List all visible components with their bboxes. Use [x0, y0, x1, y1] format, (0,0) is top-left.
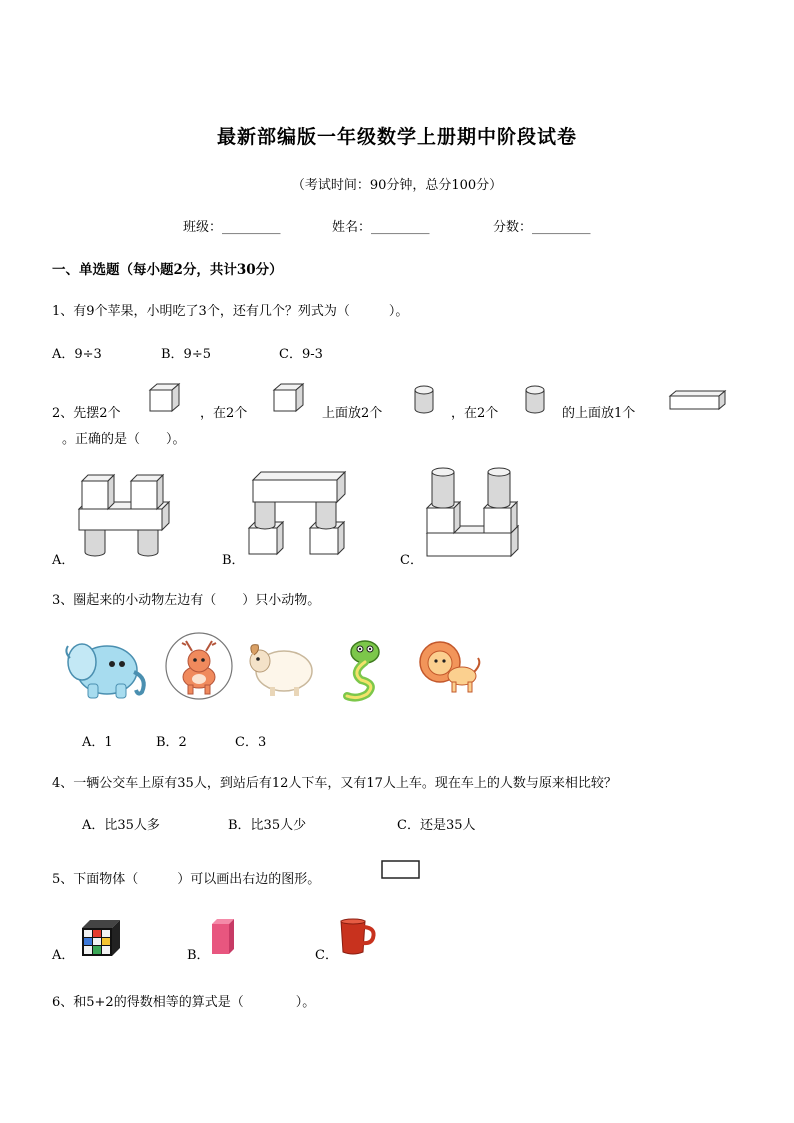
q3-option-c: C．3: [235, 735, 267, 750]
exam-subtitle: （考试时间：90分钟，总分100分）: [291, 178, 503, 193]
question-2-part5: 的上面放1个: [562, 406, 636, 421]
name-field: 姓名：_________: [332, 220, 430, 235]
class-field: 班级：_________: [183, 220, 281, 235]
question-6: 6、和5+2的得数相等的算式是（ ）。: [52, 995, 316, 1010]
question-2-part6: 。正确的是（ ）。: [62, 432, 186, 447]
q5-option-b: B．: [187, 948, 210, 963]
q3-option-b: B．2: [156, 735, 187, 750]
cuboid-block-icon: [210, 918, 236, 956]
cuboid-icon: [668, 390, 728, 412]
question-2-part1: 2、先摆2个: [52, 406, 121, 421]
cylinder-icon: [413, 385, 435, 415]
q2-figure-a: [76, 472, 172, 562]
elephant-icon: [62, 632, 150, 702]
deer-icon: [164, 631, 234, 701]
question-2-part3: 上面放2个: [322, 406, 383, 421]
q2-option-a: A．: [52, 553, 75, 568]
q1-option-b: B．9÷5: [161, 347, 211, 362]
mug-icon: [338, 918, 378, 958]
q4-option-b: B．比35人少: [228, 818, 307, 833]
rubiks-cube-icon: [80, 918, 122, 958]
section-heading: 一、单选题（每小题2分，共计30分）: [52, 262, 283, 278]
q5-option-c: C．: [315, 948, 338, 963]
cylinder-icon: [524, 385, 546, 415]
page-title: 最新部编版一年级数学上册期中阶段试卷: [216, 126, 577, 148]
q2-option-b: B．: [222, 553, 245, 568]
cube-icon: [148, 382, 182, 414]
q4-option-a: A．比35人多: [82, 818, 160, 833]
cube-icon: [272, 382, 306, 414]
question-4: 4、一辆公交车上原有35人，到站后有12人下车，又有17人上车。现在车上的人数与原来相比较？: [52, 776, 617, 791]
q1-option-a: A．9÷3: [52, 347, 102, 362]
q2-figure-c: [425, 464, 521, 558]
q2-option-c: C．: [400, 553, 423, 568]
q2-figure-b: [247, 468, 347, 560]
score-field: 分数：_________: [493, 220, 591, 235]
lion-icon: [416, 638, 482, 696]
question-2-part4: ，在2个: [451, 406, 499, 421]
rectangle-shape: [381, 860, 421, 880]
question-2-part2: ，在2个: [200, 406, 248, 421]
q5-option-a: A．: [52, 948, 75, 963]
q3-option-a: A．1: [82, 735, 113, 750]
question-1: 1、有9个苹果，小明吃了3个，还有几个？列式为（ ）。: [52, 304, 409, 319]
question-5: 5、下面物体（ ）可以画出右边的图形。: [52, 872, 321, 887]
q1-option-c: C．9-3: [279, 347, 323, 362]
question-3: 3、圈起来的小动物左边有（ ）只小动物。: [52, 593, 321, 608]
q4-option-c: C．还是35人: [397, 818, 476, 833]
snake-icon: [337, 636, 391, 702]
sheep-icon: [246, 637, 316, 699]
